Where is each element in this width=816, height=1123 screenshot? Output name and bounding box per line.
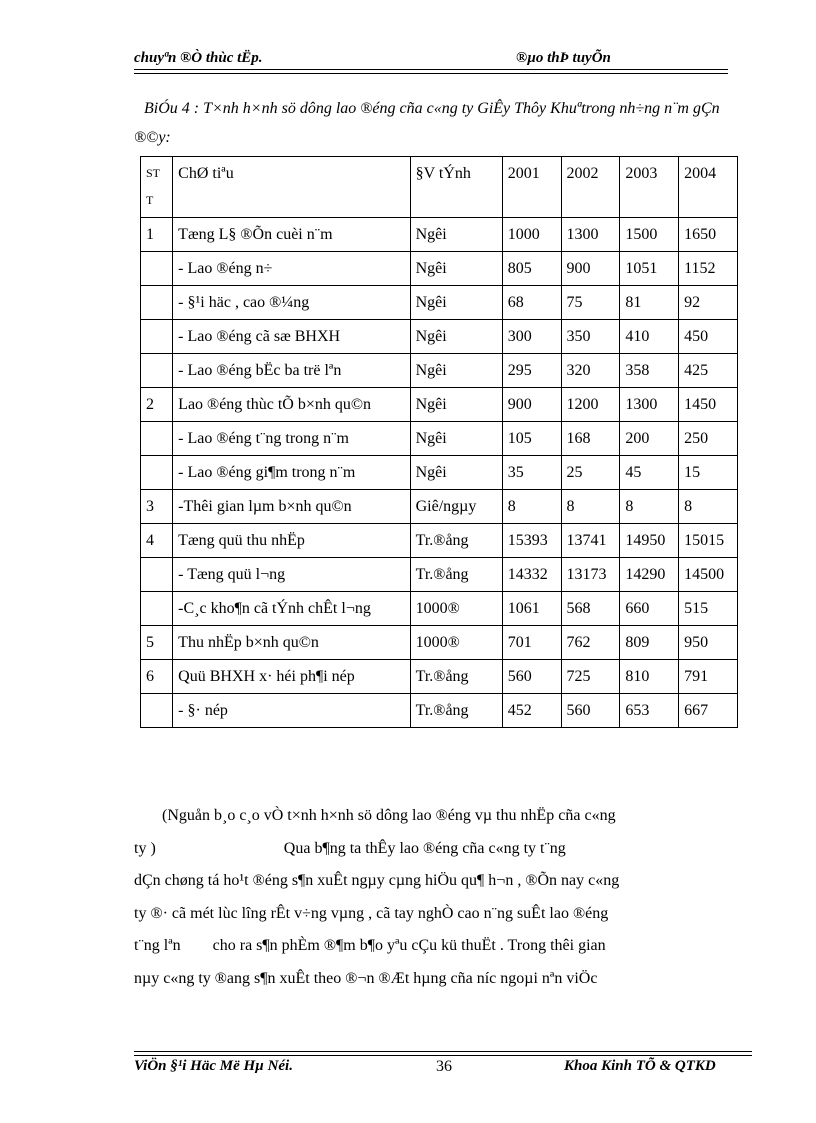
header-cell-indicator: ChØ tiªu	[173, 157, 410, 218]
cell-y2003: 410	[620, 320, 679, 354]
cell-stt	[141, 558, 173, 592]
cell-y2002: 320	[561, 354, 620, 388]
cell-y2004: 667	[679, 694, 738, 728]
cell-stt	[141, 456, 173, 490]
cell-indicator: - §· nép	[173, 694, 410, 728]
cell-y2004: 250	[679, 422, 738, 456]
cell-stt	[141, 354, 173, 388]
table-row	[141, 456, 738, 490]
body-line-5a: t¨ng lªn	[134, 937, 181, 954]
cell-unit: Ngêi	[410, 422, 502, 456]
table-row	[141, 626, 738, 660]
cell-indicator: - Lao ®éng gi¶m trong n¨m	[173, 456, 410, 490]
cell-y2001: 701	[502, 626, 561, 660]
cell-y2002: 1300	[561, 218, 620, 252]
body-line-2b: Qua b¶ng ta thÊy lao ®éng cña c«ng ty t¨ng	[283, 839, 566, 857]
cell-indicator: - Lao ®éng bËc ba trë lªn	[173, 354, 410, 388]
footer-right-text: Khoa Kinh TÕ & QTKD	[564, 1058, 716, 1074]
header-rule	[134, 69, 728, 70]
cell-y2003: 14950	[620, 524, 679, 558]
cell-indicator: - Lao ®éng cã sæ BHXH	[173, 320, 410, 354]
cell-y2003: 1051	[620, 252, 679, 286]
cell-y2001: 14332	[502, 558, 561, 592]
cell-stt: 6	[141, 660, 173, 694]
cell-y2001: 805	[502, 252, 561, 286]
body-line: dÇn chøng tá ho¹t ®éng s¶n xuÊt ngµy cµng hiÖu qu¶ h¬n , ®Õn nay c«ng	[134, 872, 620, 889]
header-rule-thin	[134, 73, 728, 74]
cell-unit: Ngêi	[410, 252, 502, 286]
cell-y2002: 725	[561, 660, 620, 694]
cell-y2003: 14290	[620, 558, 679, 592]
cell-indicator: - Lao ®éng t¨ng trong n¨m	[173, 422, 410, 456]
table-row	[141, 592, 738, 626]
cell-y2001: 560	[502, 660, 561, 694]
table-row	[141, 490, 738, 524]
cell-stt	[141, 422, 173, 456]
cell-y2001: 15393	[502, 524, 561, 558]
cell-y2001: 295	[502, 354, 561, 388]
cell-y2003: 45	[620, 456, 679, 490]
cell-y2002: 75	[561, 286, 620, 320]
cell-y2002: 168	[561, 422, 620, 456]
body-text	[134, 800, 738, 995]
cell-y2003: 200	[620, 422, 679, 456]
cell-unit: Ngêi	[410, 218, 502, 252]
header-cell-stt: ST T	[141, 157, 173, 218]
footer-rule	[134, 1055, 752, 1056]
cell-y2004: 8	[679, 490, 738, 524]
header-cell-2003: 2003	[620, 157, 679, 218]
cell-indicator: - Lao ®éng n÷	[173, 252, 410, 286]
header-cell-2001: 2001	[502, 157, 561, 218]
table-header-row	[141, 157, 738, 218]
body-line-2	[134, 833, 738, 866]
cell-y2004: 515	[679, 592, 738, 626]
cell-y2004: 950	[679, 626, 738, 660]
cell-y2003: 1300	[620, 388, 679, 422]
cell-indicator: - Tæng quü l¬ng	[173, 558, 410, 592]
cell-y2001: 105	[502, 422, 561, 456]
cell-y2002: 25	[561, 456, 620, 490]
cell-unit: Tr.®ång	[410, 694, 502, 728]
cell-y2003: 660	[620, 592, 679, 626]
cell-stt: 5	[141, 626, 173, 660]
header-left-text: chuyªn ®Ò thùc tËp.	[134, 50, 263, 66]
cell-y2002: 568	[561, 592, 620, 626]
table-row	[141, 524, 738, 558]
cell-indicator: - §¹i häc , cao ®¼ng	[173, 286, 410, 320]
cell-y2004: 15	[679, 456, 738, 490]
table-row	[141, 660, 738, 694]
cell-unit: Ngêi	[410, 388, 502, 422]
cell-y2002: 1200	[561, 388, 620, 422]
cell-y2002: 560	[561, 694, 620, 728]
cell-y2002: 900	[561, 252, 620, 286]
cell-unit: Tr.®ång	[410, 660, 502, 694]
cell-indicator: -C¸c kho¶n cã tÝnh chÊt l¬ng	[173, 592, 410, 626]
cell-unit: 1000®	[410, 592, 502, 626]
cell-y2004: 450	[679, 320, 738, 354]
cell-unit: Tr.®ång	[410, 558, 502, 592]
page-number: 36	[436, 1058, 452, 1075]
body-line-5b: cho ra s¶n phÈm ®¶m b¶o yªu cÇu kü thuËt . Trong thêi gian	[212, 937, 606, 954]
cell-y2001: 900	[502, 388, 561, 422]
cell-y2002: 13741	[561, 524, 620, 558]
cell-indicator: Thu nhËp b×nh qu©n	[173, 626, 410, 660]
table-row	[141, 218, 738, 252]
cell-indicator: -Thêi gian lµm b×nh qu©n	[173, 490, 410, 524]
cell-stt	[141, 320, 173, 354]
header-right-text: ®µo thÞ tuyÕn	[516, 50, 611, 66]
table-row	[141, 388, 738, 422]
cell-stt: 4	[141, 524, 173, 558]
cell-y2004: 1450	[679, 388, 738, 422]
cell-y2004: 1650	[679, 218, 738, 252]
body-line-5	[134, 930, 738, 963]
cell-unit: Tr.®ång	[410, 524, 502, 558]
body-line: ty ®· cã mét lùc lîng rÊt v÷ng vµng , cã tay nghÒ cao n¨ng suÊt lao ®éng	[134, 904, 609, 922]
cell-stt: 3	[141, 490, 173, 524]
cell-indicator: Tæng quü thu nhËp	[173, 524, 410, 558]
cell-y2001: 1061	[502, 592, 561, 626]
cell-unit: Ngêi	[410, 354, 502, 388]
cell-unit: Ngêi	[410, 456, 502, 490]
cell-y2004: 15015	[679, 524, 738, 558]
cell-y2002: 350	[561, 320, 620, 354]
cell-unit: Giê/ngµy	[410, 490, 502, 524]
cell-y2003: 809	[620, 626, 679, 660]
header-cell-unit: §V tÝnh	[410, 157, 502, 218]
labor-table	[140, 156, 738, 728]
cell-unit: Ngêi	[410, 320, 502, 354]
cell-y2004: 14500	[679, 558, 738, 592]
cell-y2004: 92	[679, 286, 738, 320]
table-row	[141, 252, 738, 286]
cell-indicator: Quü BHXH x· héi ph¶i nép	[173, 660, 410, 694]
table-row	[141, 694, 738, 728]
cell-indicator: Lao ®éng thùc tÕ b×nh qu©n	[173, 388, 410, 422]
cell-unit: Ngêi	[410, 286, 502, 320]
body-line: nµy c«ng ty ®ang s¶n xuÊt theo ®¬n ®Æt hµng cña níc ngoµi nªn viÖc	[134, 969, 598, 987]
header-cell-2004: 2004	[679, 157, 738, 218]
cell-y2002: 8	[561, 490, 620, 524]
cell-stt	[141, 252, 173, 286]
header-cell-2002: 2002	[561, 157, 620, 218]
body-line: (Nguån b¸o c¸o vÒ t×nh h×nh sö dông lao ®éng vµ thu nhËp cña c«ng	[162, 807, 616, 824]
cell-y2003: 1500	[620, 218, 679, 252]
cell-unit: 1000®	[410, 626, 502, 660]
cell-stt	[141, 592, 173, 626]
cell-y2003: 653	[620, 694, 679, 728]
cell-y2001: 35	[502, 456, 561, 490]
table-caption: BiÓu 4 : T×nh h×nh sö dông lao ®éng cña c«ng ty GiÊy Thôy Khuªtrong nh÷ng n¨m gÇn ®©y:	[134, 100, 720, 146]
cell-stt	[141, 286, 173, 320]
cell-y2002: 762	[561, 626, 620, 660]
cell-y2001: 8	[502, 490, 561, 524]
cell-y2001: 452	[502, 694, 561, 728]
cell-y2004: 791	[679, 660, 738, 694]
cell-y2004: 425	[679, 354, 738, 388]
footer-left-text: ViÖn §¹i Häc Më Hµ Néi.	[134, 1058, 293, 1074]
cell-y2004: 1152	[679, 252, 738, 286]
cell-y2003: 8	[620, 490, 679, 524]
cell-y2002: 13173	[561, 558, 620, 592]
cell-y2003: 81	[620, 286, 679, 320]
cell-stt	[141, 694, 173, 728]
table-row	[141, 354, 738, 388]
table-row	[141, 320, 738, 354]
table-row	[141, 286, 738, 320]
table-row	[141, 558, 738, 592]
cell-y2001: 300	[502, 320, 561, 354]
cell-stt: 1	[141, 218, 173, 252]
table-body	[141, 157, 738, 728]
cell-y2003: 358	[620, 354, 679, 388]
cell-y2001: 68	[502, 286, 561, 320]
body-line-2a: ty )	[134, 839, 156, 857]
table-row	[141, 422, 738, 456]
cell-y2001: 1000	[502, 218, 561, 252]
cell-stt: 2	[141, 388, 173, 422]
cell-y2003: 810	[620, 660, 679, 694]
footer-rule-thin	[134, 1051, 752, 1052]
cell-indicator: Tæng L§ ®Õn cuèi n¨m	[173, 218, 410, 252]
